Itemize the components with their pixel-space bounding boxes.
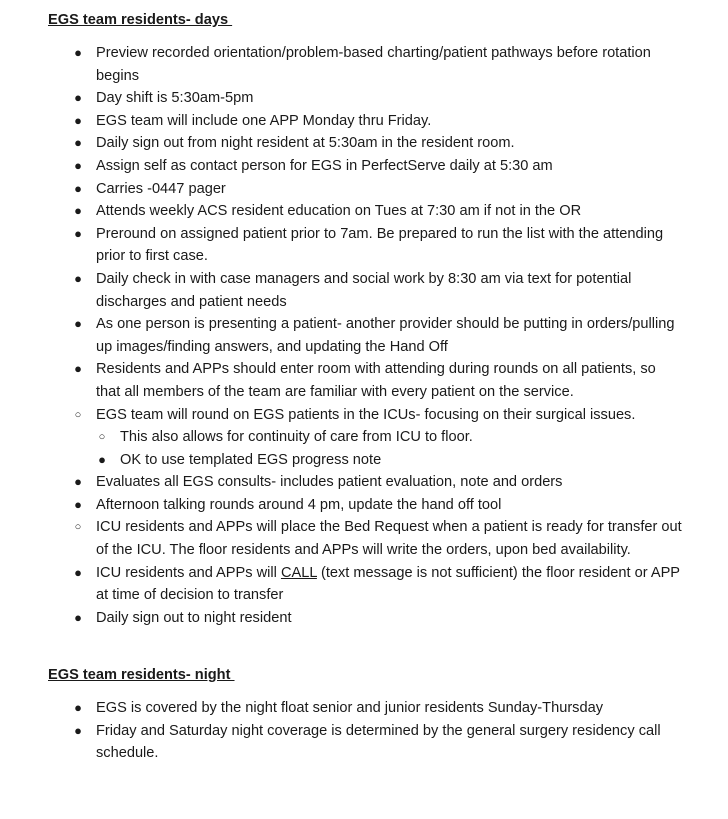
list-item bbox=[0, 494, 728, 517]
list-item bbox=[0, 87, 728, 110]
list-item bbox=[0, 42, 728, 87]
bullet-icon: ● bbox=[74, 225, 82, 241]
hollow-bullet-icon: ○ bbox=[98, 431, 106, 444]
list-item bbox=[0, 720, 728, 765]
list-item bbox=[0, 516, 728, 561]
bullet-icon: ● bbox=[74, 474, 82, 490]
list-item-text: Daily sign out to night resident bbox=[96, 609, 292, 626]
list-item bbox=[0, 313, 728, 358]
bullet-icon: ● bbox=[74, 609, 82, 625]
list-item-text: Daily check in with case managers and social work by 8:30 am via text for potential discharges and patient needs bbox=[96, 270, 632, 310]
list-item-text: Preview recorded orientation/problem-based charting/patient pathways before rotation begins bbox=[96, 45, 651, 84]
list-item-text: Attends weekly ACS resident education on Tues at 7:30 am if not in the OR bbox=[96, 203, 582, 220]
list-item-text: Evaluates all EGS consults- includes patient evaluation, note and orders bbox=[96, 474, 563, 491]
list-item bbox=[0, 178, 728, 201]
list-item-text: EGS is covered by the night float senior and junior residents Sunday-Thursday bbox=[96, 700, 604, 716]
hollow-bullet-icon: ○ bbox=[74, 408, 82, 421]
underlined-emphasis: CALL bbox=[280, 564, 317, 581]
bullet-icon: ● bbox=[98, 451, 106, 467]
bullet-icon: ● bbox=[74, 270, 82, 286]
bullet-icon: ● bbox=[74, 700, 82, 715]
list-item-text: Friday and Saturday night coverage is determined by the general surgery residency call schedule. bbox=[96, 722, 661, 762]
list-item-text: ICU residents and APPs will place the Bed Request when a patient is ready for transfer out of the ICU. The floor residents and APPs will write the orders, upon bed availability. bbox=[96, 519, 682, 559]
list-item-text: Afternoon talking rounds around 4 pm, update the hand off tool bbox=[96, 496, 502, 513]
bullet-icon: ● bbox=[74, 135, 82, 151]
list-item-text: Assign self as contact person for EGS in PerfectServe daily at 5:30 am bbox=[96, 157, 553, 174]
list-item bbox=[0, 471, 728, 494]
list-item-text: Residents and APPs should enter room with attending during rounds on all patients, so that all members of the team are familiar with every patient on the service. bbox=[96, 361, 656, 400]
list-item bbox=[0, 268, 728, 313]
list-item-text: Preround on assigned patient prior to 7am. Be prepared to run the list with the attending prior to first case. bbox=[96, 225, 664, 265]
list-item bbox=[0, 155, 728, 178]
bullet-icon: ● bbox=[74, 316, 82, 332]
list-item-text: ICU residents and APPs will bbox=[96, 564, 281, 581]
hollow-bullet-icon: ○ bbox=[74, 521, 82, 534]
list-item bbox=[0, 132, 728, 155]
list-item bbox=[0, 200, 728, 223]
list-item bbox=[0, 426, 728, 449]
list-item-text: Day shift is 5:30am-5pm bbox=[96, 90, 254, 107]
bullet-icon: ● bbox=[74, 45, 82, 60]
list-item bbox=[0, 110, 728, 133]
list-item-text: (text message is not sufficient) the floor resident or APP at time of decision to transfer bbox=[96, 564, 680, 604]
bullet-icon: ● bbox=[74, 112, 82, 128]
bullet-icon: ● bbox=[74, 203, 82, 219]
list-item-text: OK to use templated EGS progress note bbox=[120, 451, 382, 468]
night-list bbox=[0, 697, 728, 765]
days-list bbox=[0, 42, 728, 629]
list-item-text: As one person is presenting a patient- another provider should be putting in orders/pulling up images/finding answers, and updating the Hand Off bbox=[96, 316, 675, 355]
list-item-text: EGS team will include one APP Monday thru Friday. bbox=[96, 112, 432, 129]
bullet-icon: ● bbox=[74, 90, 82, 106]
list-item-text: Carries -0447 pager bbox=[96, 180, 226, 197]
days-heading: EGS team residents- days bbox=[48, 12, 233, 28]
bullet-icon: ● bbox=[74, 722, 82, 738]
list-item-text: EGS team will round on EGS patients in the ICUs- focusing on their surgical issues. bbox=[96, 406, 636, 423]
list-item bbox=[0, 607, 728, 630]
bullet-icon: ● bbox=[74, 496, 82, 512]
list-item bbox=[0, 223, 728, 268]
bullet-icon: ● bbox=[74, 564, 82, 580]
bullet-icon: ● bbox=[74, 361, 82, 377]
list-item-text: Daily sign out from night resident at 5:30am in the resident room. bbox=[96, 135, 515, 152]
night-heading: EGS team residents- night bbox=[48, 667, 235, 683]
bullet-icon: ● bbox=[74, 180, 82, 196]
list-item-text: This also allows for continuity of care from ICU to floor. bbox=[120, 429, 473, 446]
list-item bbox=[0, 404, 728, 427]
list-item bbox=[0, 358, 728, 403]
bullet-icon: ● bbox=[74, 157, 82, 173]
list-item bbox=[0, 697, 728, 720]
list-item bbox=[0, 562, 728, 607]
list-item bbox=[0, 449, 728, 472]
